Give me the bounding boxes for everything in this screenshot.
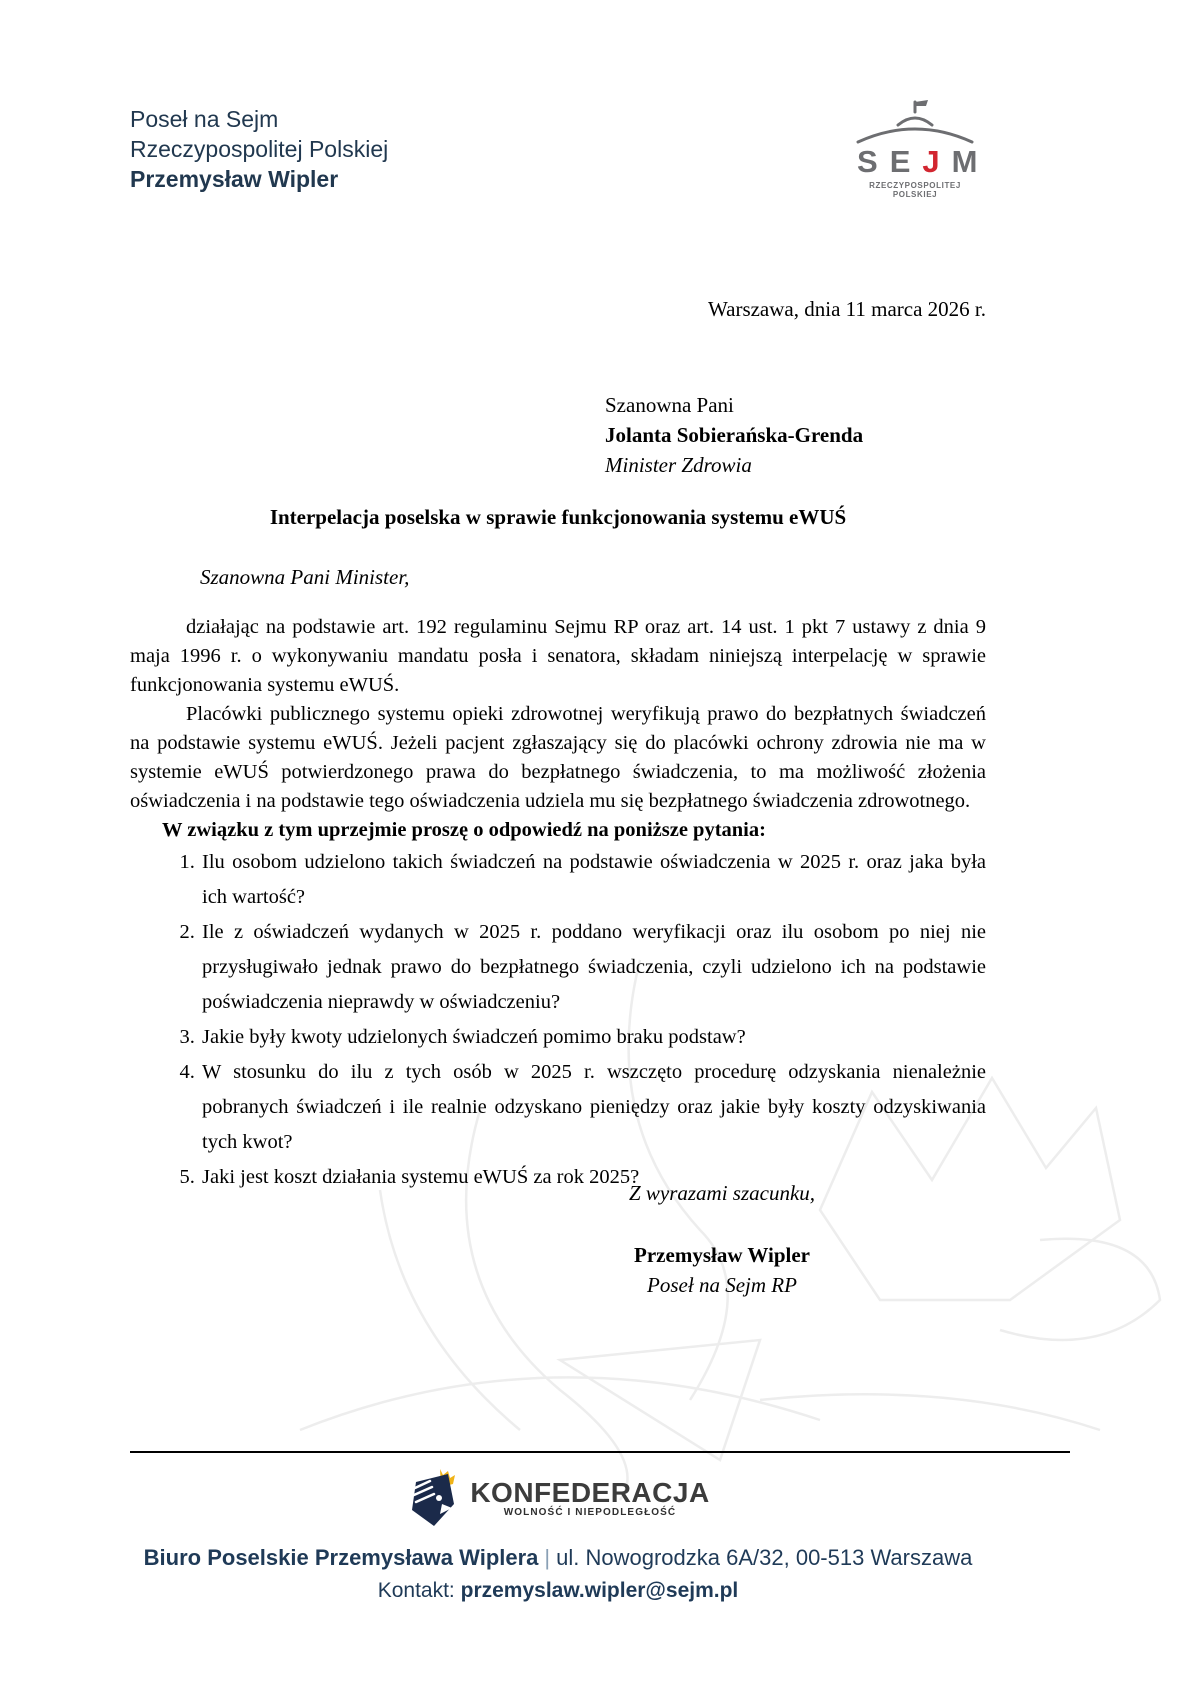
question-item-1: 1. Ilu osobom udzielono takich świadczeń na podstawie oświadczenia w 2025 r. oraz jaka była ich wartość? [200, 845, 986, 915]
dateline: Warszawa, dnia 11 marca 2026 r. [707, 297, 986, 321]
sender-block [130, 104, 388, 194]
letter-body [130, 613, 986, 1195]
konfederacja-wordmark [470, 1476, 710, 1518]
footer-office-name: Biuro Poselskie Przemysława Wiplera [143, 1545, 539, 1570]
footer-office-line [130, 1545, 986, 1571]
footer-email: przemyslaw.wipler@sejm.pl [460, 1579, 739, 1602]
body-paragraph: Placówki publicznego systemu opieki zdrowotnej weryfikują prawo do bezpłatnych świadczeń na podstawie systemu eWUŚ. Jeżeli pacjent zgłaszający się do placówki ochrony zdrowia nie ma w systemie eWUŚ potwierdzonego prawa do bezpłatnego świadczenia, to ma możliwość złożenia oświadczenia i na podstawie tego oświadczenia udziela mu się bezpłatnego świadczenia zdrowotnego. [130, 703, 986, 812]
footer-divider [130, 1451, 1070, 1453]
footer-block [130, 1468, 986, 1603]
question-item-4: 4. W stosunku do ilu z tych osób w 2025 r. wszczęto procedurę odzyskania nienależnie pobranych świadczeń i ile realnie odzyskano pieniędzy oraz jakie były koszty odzyskiwania tych kwot? [200, 1055, 986, 1160]
addressee-block [605, 390, 863, 480]
sender-line-1: Poseł na Sejm [130, 106, 279, 132]
sejm-letter-m: M [951, 144, 980, 179]
greeting-line: Szanowna Pani Minister, [200, 565, 410, 589]
addressee-salutation: Szanowna Pani [605, 393, 734, 417]
addressee-title: Minister Zdrowia [605, 453, 752, 477]
signature-title: Poseł na Sejm RP [647, 1273, 797, 1297]
sejm-letter-e: E [889, 144, 913, 179]
closing-line: Z wyrazami szacunku, [628, 1181, 816, 1205]
questions-intro: W związku z tym uprzejmie proszę o odpowiedź na poniższe pytania: [162, 819, 766, 841]
konfederacja-logo [406, 1468, 709, 1528]
sejm-letter-s: S [857, 144, 880, 179]
addressee-name: Jolanta Sobierańska-Grenda [605, 423, 864, 447]
question-item-3: 3. Jakie były kwoty udzielonych świadczeń pomimo braku podstaw? [200, 1020, 986, 1055]
footer-contact-label: Kontakt: [377, 1579, 455, 1602]
footer-address: ul. Nowogrodzka 6A/32, 00-513 Warszawa [556, 1545, 973, 1570]
sender-name: Przemysław Wipler [130, 166, 339, 192]
konfederacja-subtitle: WOLNOŚĆ I NIEPODLEGŁOŚĆ [503, 1506, 677, 1518]
footer-contact-line [130, 1579, 986, 1603]
question-item-2: 2. Ile z oświadczeń wydanych w 2025 r. poddano weryfikacji oraz ilu osobom po niej nie przysługiwało jednak prawo do bezpłatnego świadczenia, czyli udzielono ich na podstawie poświadczenia nieprawdy w oświadczeniu? [200, 915, 986, 1020]
questions-list [130, 845, 986, 1195]
sejm-subtitle: RZECZYPOSPOLITEJ POLSKIEJ [869, 181, 961, 199]
signature-name: Przemysław Wipler [634, 1243, 810, 1267]
question-item-5: 5. Jaki jest koszt działania systemu eWUŚ za rok 2025? [200, 1160, 986, 1195]
footer-separator: | [544, 1545, 551, 1570]
sejm-wordmark [852, 144, 980, 179]
konfederacja-eagle-icon [406, 1468, 460, 1528]
body-paragraph: działając na podstawie art. 192 regulaminu Sejmu RP oraz art. 14 ust. 1 pkt 7 ustawy z dnia 9 maja 1996 r. o wykonywaniu mandatu posła i senatora, składam niniejszą interpelację w sprawie funkcjonowania systemu eWUŚ. [130, 616, 986, 696]
sejm-logo [852, 98, 978, 199]
signature-block [472, 1240, 972, 1300]
sender-line-2: Rzeczypospolitej Polskiej [130, 136, 389, 162]
sejm-letter-j: J [922, 144, 942, 179]
konfederacja-name: KONFEDERACJA [470, 1476, 710, 1508]
sejm-dome-icon [852, 98, 978, 146]
subject-line: Interpelacja poselska w sprawie funkcjonowania systemu eWUŚ [269, 505, 847, 529]
